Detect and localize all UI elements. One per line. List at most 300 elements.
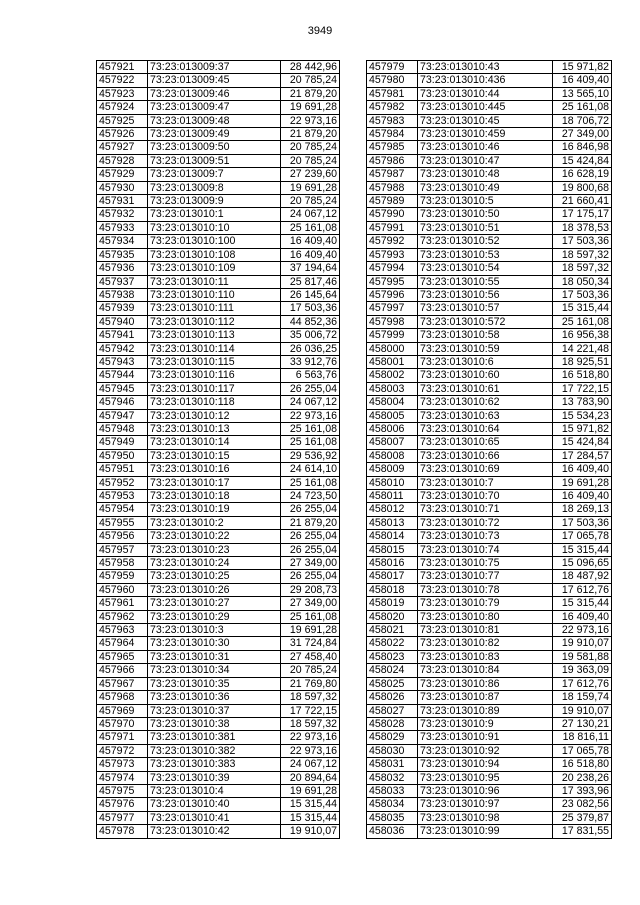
table-row xyxy=(97,583,340,596)
table-row xyxy=(97,476,340,489)
value-cell: 24 067,12 xyxy=(281,758,340,771)
cadastral-number-cell: 73:23:013009:46 xyxy=(148,87,281,100)
table-row xyxy=(97,87,340,100)
value-cell: 24 067,12 xyxy=(281,396,340,409)
value-cell: 29 208,73 xyxy=(281,583,340,596)
record-number-cell: 457943 xyxy=(97,355,148,368)
record-number-cell: 457944 xyxy=(97,369,148,382)
table-row xyxy=(367,141,612,154)
value-cell: 35 006,72 xyxy=(281,329,340,342)
table-row xyxy=(367,275,612,288)
cadastral-number-cell: 73:23:013010:48 xyxy=(418,168,553,181)
table-row xyxy=(367,704,612,717)
cadastral-number-cell: 73:23:013010:45 xyxy=(418,114,553,127)
table-row xyxy=(367,597,612,610)
value-cell: 19 910,07 xyxy=(281,825,340,838)
table-row xyxy=(367,195,612,208)
value-cell: 15 315,44 xyxy=(553,302,612,315)
cadastral-number-cell: 73:23:013010:84 xyxy=(418,664,553,677)
cadastral-number-cell: 73:23:013010:66 xyxy=(418,449,553,462)
table-row xyxy=(367,476,612,489)
record-number-cell: 457957 xyxy=(97,543,148,556)
table-row xyxy=(367,248,612,261)
record-number-cell: 457927 xyxy=(97,141,148,154)
cadastral-number-cell: 73:23:013010:30 xyxy=(148,637,281,650)
value-cell: 15 971,82 xyxy=(553,422,612,435)
table-row xyxy=(367,731,612,744)
record-number-cell: 457999 xyxy=(367,329,418,342)
record-number-cell: 458036 xyxy=(367,825,418,838)
cadastral-number-cell: 73:23:013010:108 xyxy=(148,248,281,261)
table-row xyxy=(367,744,612,757)
value-cell: 33 912,76 xyxy=(281,355,340,368)
cadastral-number-cell: 73:23:013010:27 xyxy=(148,597,281,610)
record-number-cell: 457966 xyxy=(97,664,148,677)
value-cell: 15 971,82 xyxy=(553,61,612,74)
value-cell: 19 691,28 xyxy=(281,181,340,194)
cadastral-number-cell: 73:23:013010:51 xyxy=(418,221,553,234)
table-row xyxy=(367,342,612,355)
value-cell: 21 879,20 xyxy=(281,516,340,529)
record-number-cell: 458010 xyxy=(367,476,418,489)
record-number-cell: 458004 xyxy=(367,396,418,409)
cadastral-number-cell: 73:23:013009:45 xyxy=(148,74,281,87)
cadastral-number-cell: 73:23:013010:86 xyxy=(418,677,553,690)
record-number-cell: 458028 xyxy=(367,717,418,730)
record-number-cell: 457969 xyxy=(97,704,148,717)
value-cell: 13 783,90 xyxy=(553,396,612,409)
record-number-cell: 458006 xyxy=(367,422,418,435)
left-data-table xyxy=(96,60,340,839)
record-number-cell: 457963 xyxy=(97,624,148,637)
record-number-cell: 457929 xyxy=(97,168,148,181)
table-row xyxy=(367,610,612,623)
table-row xyxy=(97,597,340,610)
cadastral-number-cell: 73:23:013010:43 xyxy=(418,61,553,74)
record-number-cell: 458029 xyxy=(367,731,418,744)
table-row xyxy=(97,168,340,181)
record-number-cell: 458013 xyxy=(367,516,418,529)
table-row xyxy=(97,422,340,435)
record-number-cell: 458024 xyxy=(367,664,418,677)
record-number-cell: 457961 xyxy=(97,597,148,610)
record-number-cell: 457992 xyxy=(367,235,418,248)
value-cell: 26 036,25 xyxy=(281,342,340,355)
cadastral-number-cell: 73:23:013010:75 xyxy=(418,557,553,570)
value-cell: 18 925,51 xyxy=(553,355,612,368)
value-cell: 20 785,24 xyxy=(281,154,340,167)
cadastral-number-cell: 73:23:013010:445 xyxy=(418,101,553,114)
cadastral-number-cell: 73:23:013010:78 xyxy=(418,583,553,596)
cadastral-number-cell: 73:23:013010:25 xyxy=(148,570,281,583)
value-cell: 25 161,08 xyxy=(553,315,612,328)
table-row xyxy=(367,490,612,503)
record-number-cell: 457933 xyxy=(97,221,148,234)
record-number-cell: 457978 xyxy=(97,825,148,838)
record-number-cell: 458021 xyxy=(367,624,418,637)
table-row xyxy=(367,315,612,328)
record-number-cell: 457923 xyxy=(97,87,148,100)
record-number-cell: 458002 xyxy=(367,369,418,382)
record-number-cell: 457997 xyxy=(367,302,418,315)
record-number-cell: 457926 xyxy=(97,128,148,141)
table-row xyxy=(97,409,340,422)
table-row xyxy=(97,731,340,744)
record-number-cell: 457942 xyxy=(97,342,148,355)
cadastral-number-cell: 73:23:013010:91 xyxy=(418,731,553,744)
value-cell: 27 458,40 xyxy=(281,650,340,663)
cadastral-number-cell: 73:23:013010:11 xyxy=(148,275,281,288)
cadastral-number-cell: 73:23:013010:112 xyxy=(148,315,281,328)
cadastral-number-cell: 73:23:013010:115 xyxy=(148,355,281,368)
table-row xyxy=(367,557,612,570)
cadastral-number-cell: 73:23:013010:69 xyxy=(418,463,553,476)
table-row xyxy=(97,677,340,690)
value-cell: 18 159,74 xyxy=(553,691,612,704)
cadastral-number-cell: 73:23:013009:49 xyxy=(148,128,281,141)
value-cell: 18 597,32 xyxy=(281,691,340,704)
table-row xyxy=(367,396,612,409)
cadastral-number-cell: 73:23:013009:37 xyxy=(148,61,281,74)
record-number-cell: 457938 xyxy=(97,288,148,301)
record-number-cell: 458001 xyxy=(367,355,418,368)
cadastral-number-cell: 73:23:013010:89 xyxy=(418,704,553,717)
table-row xyxy=(367,677,612,690)
record-number-cell: 457995 xyxy=(367,275,418,288)
table-row xyxy=(97,503,340,516)
cadastral-number-cell: 73:23:013010:74 xyxy=(418,543,553,556)
cadastral-number-cell: 73:23:013010:3 xyxy=(148,624,281,637)
value-cell: 18 597,32 xyxy=(553,262,612,275)
value-cell: 29 536,92 xyxy=(281,449,340,462)
value-cell: 19 691,28 xyxy=(553,476,612,489)
table-row xyxy=(97,302,340,315)
record-number-cell: 457945 xyxy=(97,382,148,395)
value-cell: 23 082,56 xyxy=(553,798,612,811)
cadastral-number-cell: 73:23:013009:8 xyxy=(148,181,281,194)
table-row xyxy=(97,516,340,529)
cadastral-number-cell: 73:23:013010:54 xyxy=(418,262,553,275)
value-cell: 20 785,24 xyxy=(281,664,340,677)
value-cell: 26 255,04 xyxy=(281,543,340,556)
value-cell: 18 378,53 xyxy=(553,221,612,234)
record-number-cell: 457979 xyxy=(367,61,418,74)
cadastral-number-cell: 73:23:013010:116 xyxy=(148,369,281,382)
cadastral-number-cell: 73:23:013010:83 xyxy=(418,650,553,663)
cadastral-number-cell: 73:23:013010:7 xyxy=(418,476,553,489)
table-row xyxy=(367,168,612,181)
cadastral-number-cell: 73:23:013010:80 xyxy=(418,610,553,623)
value-cell: 37 194,64 xyxy=(281,262,340,275)
value-cell: 17 612,76 xyxy=(553,677,612,690)
record-number-cell: 458017 xyxy=(367,570,418,583)
table-row xyxy=(367,664,612,677)
record-number-cell: 457953 xyxy=(97,490,148,503)
cadastral-number-cell: 73:23:013010:53 xyxy=(418,248,553,261)
table-row xyxy=(367,449,612,462)
record-number-cell: 457965 xyxy=(97,650,148,663)
table-row xyxy=(367,302,612,315)
table-row xyxy=(97,382,340,395)
table-row xyxy=(97,610,340,623)
cadastral-number-cell: 73:23:013009:50 xyxy=(148,141,281,154)
record-number-cell: 457987 xyxy=(367,168,418,181)
cadastral-number-cell: 73:23:013010:109 xyxy=(148,262,281,275)
record-number-cell: 457939 xyxy=(97,302,148,315)
table-row xyxy=(367,114,612,127)
table-row xyxy=(367,181,612,194)
cadastral-number-cell: 73:23:013009:9 xyxy=(148,195,281,208)
table-row xyxy=(97,275,340,288)
cadastral-number-cell: 73:23:013010:18 xyxy=(148,490,281,503)
cadastral-number-cell: 73:23:013010:79 xyxy=(418,597,553,610)
record-number-cell: 457946 xyxy=(97,396,148,409)
value-cell: 24 067,12 xyxy=(281,208,340,221)
table-row xyxy=(367,784,612,797)
record-number-cell: 458007 xyxy=(367,436,418,449)
value-cell: 17 503,36 xyxy=(281,302,340,315)
table-row xyxy=(97,342,340,355)
cadastral-number-cell: 73:23:013010:113 xyxy=(148,329,281,342)
cadastral-number-cell: 73:23:013010:12 xyxy=(148,409,281,422)
cadastral-number-cell: 73:23:013010:98 xyxy=(418,811,553,824)
cadastral-number-cell: 73:23:013010:46 xyxy=(418,141,553,154)
record-number-cell: 457959 xyxy=(97,570,148,583)
value-cell: 18 597,32 xyxy=(553,248,612,261)
cadastral-number-cell: 73:23:013010:19 xyxy=(148,503,281,516)
cadastral-number-cell: 73:23:013010:38 xyxy=(148,717,281,730)
table-row xyxy=(367,74,612,87)
right-data-table xyxy=(366,60,612,839)
value-cell: 27 349,00 xyxy=(553,128,612,141)
record-number-cell: 458014 xyxy=(367,530,418,543)
record-number-cell: 457936 xyxy=(97,262,148,275)
cadastral-number-cell: 73:23:013010:42 xyxy=(148,825,281,838)
value-cell: 24 614,10 xyxy=(281,463,340,476)
table-row xyxy=(367,436,612,449)
value-cell: 16 409,40 xyxy=(553,490,612,503)
table-row xyxy=(367,369,612,382)
value-cell: 25 161,08 xyxy=(553,101,612,114)
value-cell: 20 785,24 xyxy=(281,141,340,154)
value-cell: 25 817,46 xyxy=(281,275,340,288)
value-cell: 16 628,19 xyxy=(553,168,612,181)
record-number-cell: 458015 xyxy=(367,543,418,556)
table-row xyxy=(97,825,340,838)
value-cell: 18 597,32 xyxy=(281,717,340,730)
cadastral-number-cell: 73:23:013010:64 xyxy=(418,422,553,435)
record-number-cell: 457982 xyxy=(367,101,418,114)
record-number-cell: 457921 xyxy=(97,61,148,74)
value-cell: 15 534,23 xyxy=(553,409,612,422)
value-cell: 27 130,21 xyxy=(553,717,612,730)
record-number-cell: 458018 xyxy=(367,583,418,596)
table-row xyxy=(97,490,340,503)
cadastral-number-cell: 73:23:013010:114 xyxy=(148,342,281,355)
record-number-cell: 457974 xyxy=(97,771,148,784)
value-cell: 20 785,24 xyxy=(281,195,340,208)
table-row xyxy=(367,570,612,583)
cadastral-number-cell: 73:23:013010:96 xyxy=(418,784,553,797)
value-cell: 25 161,08 xyxy=(281,422,340,435)
value-cell: 16 846,98 xyxy=(553,141,612,154)
cadastral-number-cell: 73:23:013010:22 xyxy=(148,530,281,543)
cadastral-number-cell: 73:23:013010:17 xyxy=(148,476,281,489)
value-cell: 22 973,16 xyxy=(281,744,340,757)
table-row xyxy=(97,463,340,476)
value-cell: 20 238,26 xyxy=(553,771,612,784)
table-row xyxy=(367,235,612,248)
table-row xyxy=(97,74,340,87)
record-number-cell: 457972 xyxy=(97,744,148,757)
value-cell: 27 239,60 xyxy=(281,168,340,181)
value-cell: 19 691,28 xyxy=(281,784,340,797)
table-row xyxy=(367,543,612,556)
record-number-cell: 457935 xyxy=(97,248,148,261)
value-cell: 16 409,40 xyxy=(281,248,340,261)
cadastral-number-cell: 73:23:013010:58 xyxy=(418,329,553,342)
table-row xyxy=(97,436,340,449)
value-cell: 17 831,55 xyxy=(553,825,612,838)
cadastral-number-cell: 73:23:013010:29 xyxy=(148,610,281,623)
record-number-cell: 457956 xyxy=(97,530,148,543)
table-row xyxy=(97,288,340,301)
value-cell: 15 315,44 xyxy=(281,798,340,811)
table-row xyxy=(367,61,612,74)
value-cell: 27 349,00 xyxy=(281,597,340,610)
value-cell: 16 409,40 xyxy=(553,74,612,87)
value-cell: 15 424,84 xyxy=(553,154,612,167)
value-cell: 25 161,08 xyxy=(281,610,340,623)
table-row xyxy=(97,650,340,663)
cadastral-number-cell: 73:23:013010:459 xyxy=(418,128,553,141)
cadastral-number-cell: 73:23:013010:99 xyxy=(418,825,553,838)
value-cell: 18 269,13 xyxy=(553,503,612,516)
record-number-cell: 457973 xyxy=(97,758,148,771)
value-cell: 19 581,88 xyxy=(553,650,612,663)
cadastral-number-cell: 73:23:013010:118 xyxy=(148,396,281,409)
cadastral-number-cell: 73:23:013010:2 xyxy=(148,516,281,529)
record-number-cell: 458016 xyxy=(367,557,418,570)
record-number-cell: 457996 xyxy=(367,288,418,301)
value-cell: 16 409,40 xyxy=(553,463,612,476)
cadastral-number-cell: 73:23:013010:72 xyxy=(418,516,553,529)
table-row xyxy=(97,543,340,556)
record-number-cell: 457955 xyxy=(97,516,148,529)
value-cell: 15 315,44 xyxy=(553,597,612,610)
cadastral-number-cell: 73:23:013010:87 xyxy=(418,691,553,704)
cadastral-number-cell: 73:23:013010:100 xyxy=(148,235,281,248)
record-number-cell: 457980 xyxy=(367,74,418,87)
record-number-cell: 457922 xyxy=(97,74,148,87)
value-cell: 25 379,87 xyxy=(553,811,612,824)
value-cell: 25 161,08 xyxy=(281,436,340,449)
value-cell: 18 706,72 xyxy=(553,114,612,127)
value-cell: 21 660,41 xyxy=(553,195,612,208)
cadastral-number-cell: 73:23:013010:52 xyxy=(418,235,553,248)
cadastral-number-cell: 73:23:013010:1 xyxy=(148,208,281,221)
value-cell: 6 563,76 xyxy=(281,369,340,382)
table-row xyxy=(97,128,340,141)
record-number-cell: 457988 xyxy=(367,181,418,194)
table-row xyxy=(367,530,612,543)
record-number-cell: 457934 xyxy=(97,235,148,248)
cadastral-number-cell: 73:23:013010:94 xyxy=(418,758,553,771)
table-row xyxy=(367,583,612,596)
record-number-cell: 457981 xyxy=(367,87,418,100)
record-number-cell: 457990 xyxy=(367,208,418,221)
cadastral-number-cell: 73:23:013010:26 xyxy=(148,583,281,596)
table-row xyxy=(97,811,340,824)
record-number-cell: 457993 xyxy=(367,248,418,261)
record-number-cell: 457976 xyxy=(97,798,148,811)
value-cell: 24 723,50 xyxy=(281,490,340,503)
value-cell: 17 503,36 xyxy=(553,235,612,248)
record-number-cell: 457968 xyxy=(97,691,148,704)
cadastral-number-cell: 73:23:013010:70 xyxy=(418,490,553,503)
record-number-cell: 458008 xyxy=(367,449,418,462)
table-row xyxy=(367,221,612,234)
value-cell: 26 145,64 xyxy=(281,288,340,301)
record-number-cell: 457925 xyxy=(97,114,148,127)
cadastral-number-cell: 73:23:013010:6 xyxy=(418,355,553,368)
value-cell: 17 393,96 xyxy=(553,784,612,797)
table-row xyxy=(367,329,612,342)
cadastral-number-cell: 73:23:013010:82 xyxy=(418,637,553,650)
table-row xyxy=(97,262,340,275)
table-row xyxy=(97,557,340,570)
value-cell: 17 722,15 xyxy=(553,382,612,395)
value-cell: 15 424,84 xyxy=(553,436,612,449)
record-number-cell: 458009 xyxy=(367,463,418,476)
value-cell: 17 065,78 xyxy=(553,744,612,757)
value-cell: 26 255,04 xyxy=(281,503,340,516)
record-number-cell: 457949 xyxy=(97,436,148,449)
cadastral-number-cell: 73:23:013010:436 xyxy=(418,74,553,87)
value-cell: 17 612,76 xyxy=(553,583,612,596)
table-row xyxy=(97,355,340,368)
table-row xyxy=(97,329,340,342)
cadastral-number-cell: 73:23:013010:65 xyxy=(418,436,553,449)
value-cell: 26 255,04 xyxy=(281,382,340,395)
record-number-cell: 457940 xyxy=(97,315,148,328)
cadastral-number-cell: 73:23:013010:36 xyxy=(148,691,281,704)
record-number-cell: 457948 xyxy=(97,422,148,435)
value-cell: 20 894,64 xyxy=(281,771,340,784)
table-row xyxy=(367,463,612,476)
value-cell: 27 349,00 xyxy=(281,557,340,570)
table-row xyxy=(367,208,612,221)
table-row xyxy=(97,570,340,583)
table-row xyxy=(97,154,340,167)
record-number-cell: 457947 xyxy=(97,409,148,422)
table-row xyxy=(97,717,340,730)
record-number-cell: 458031 xyxy=(367,758,418,771)
table-row xyxy=(97,758,340,771)
table-row xyxy=(367,355,612,368)
table-row xyxy=(97,691,340,704)
cadastral-number-cell: 73:23:013010:62 xyxy=(418,396,553,409)
value-cell: 16 518,80 xyxy=(553,369,612,382)
value-cell: 17 503,36 xyxy=(553,288,612,301)
table-row xyxy=(367,825,612,838)
value-cell: 15 096,65 xyxy=(553,557,612,570)
value-cell: 16 956,38 xyxy=(553,329,612,342)
table-row xyxy=(367,516,612,529)
record-number-cell: 457967 xyxy=(97,677,148,690)
record-number-cell: 457937 xyxy=(97,275,148,288)
table-row xyxy=(367,288,612,301)
